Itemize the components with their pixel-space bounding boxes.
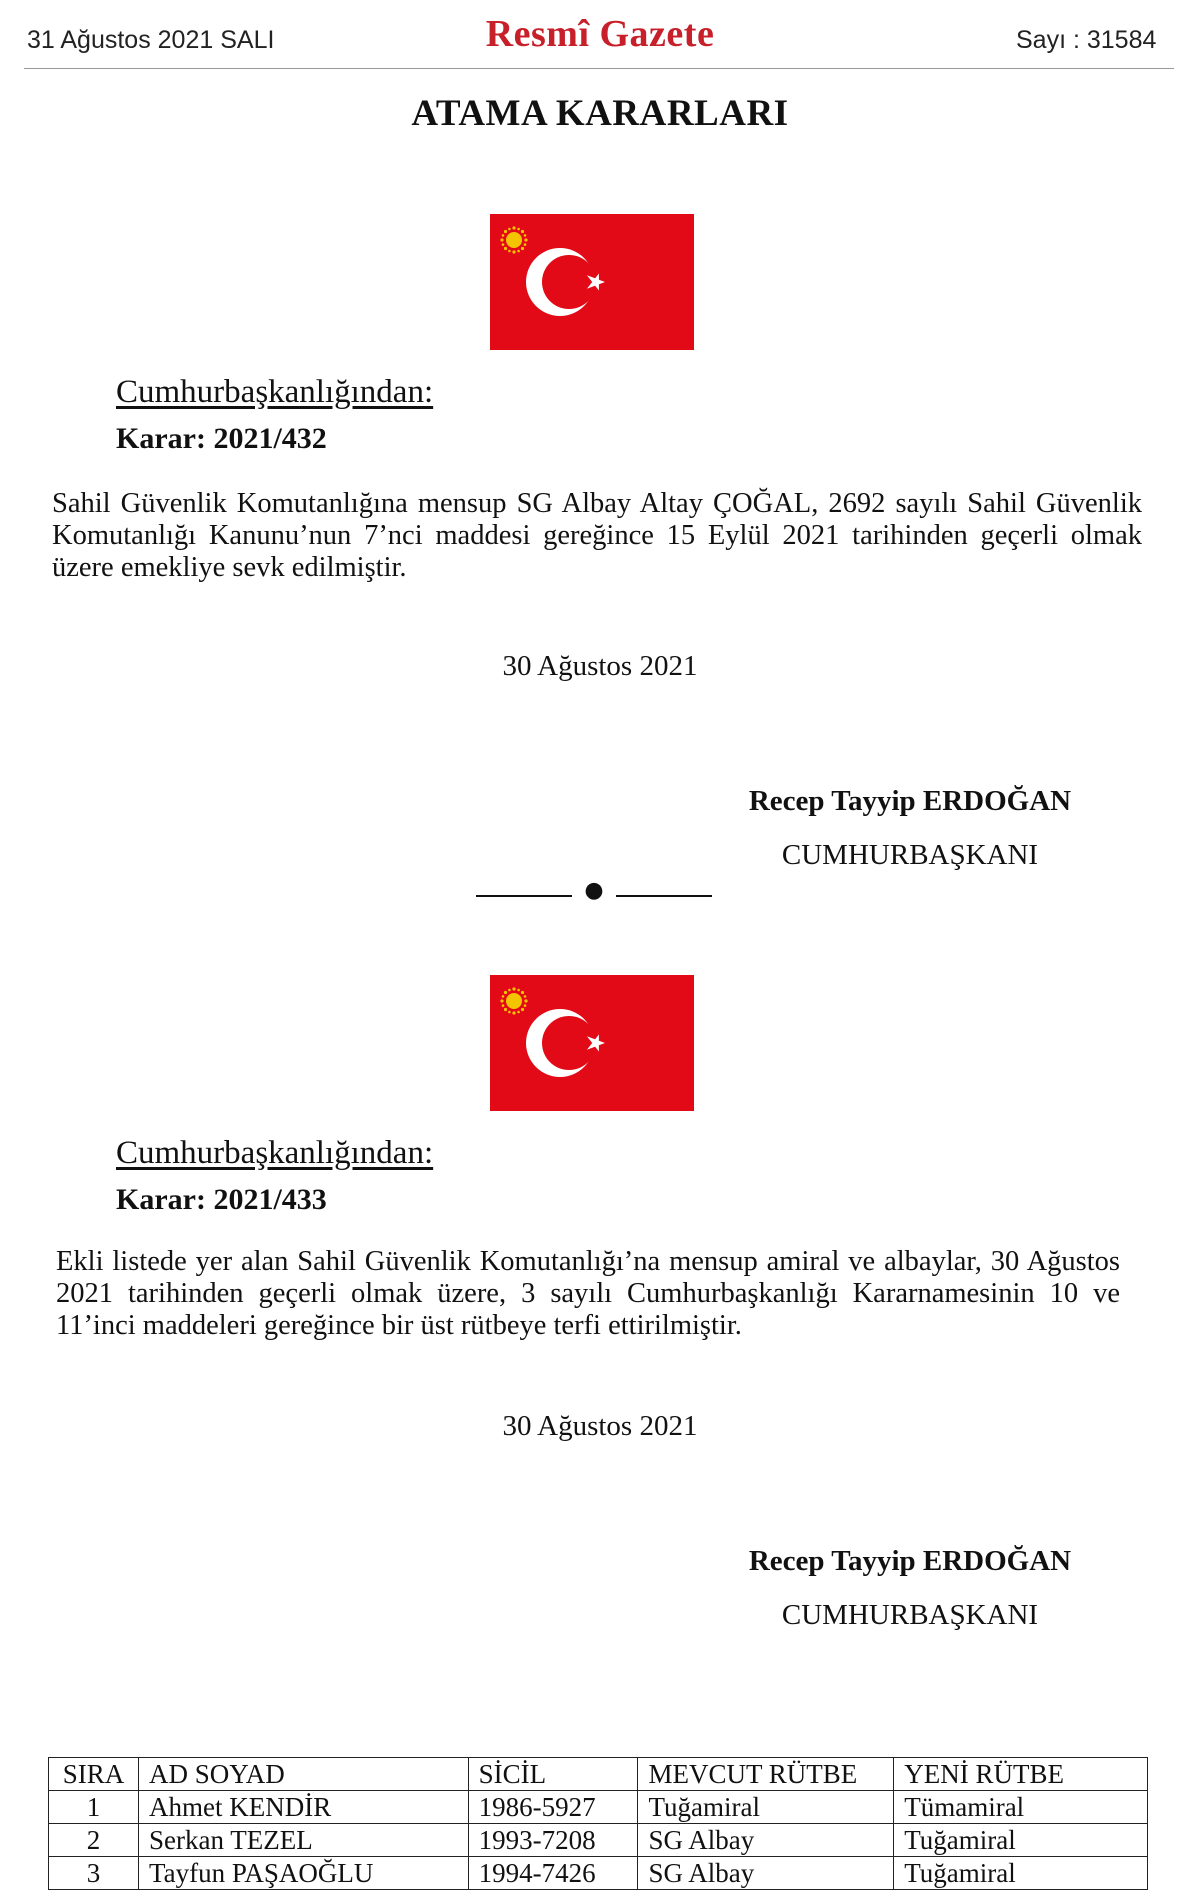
column-header: YENİ RÜTBE [894, 1758, 1148, 1791]
turkish-flag-icon [490, 214, 694, 350]
decision-authority: Cumhurbaşkanlığından: [116, 374, 434, 410]
promotion-table [48, 1757, 1148, 1890]
decision-number: Karar: 2021/433 [116, 1183, 327, 1216]
full-name-cell: Serkan TEZEL [138, 1824, 468, 1857]
full-name-cell: Tayfun PAŞAOĞLU [138, 1857, 468, 1890]
column-header: AD SOYAD [138, 1758, 468, 1791]
decision-number: Karar: 2021/432 [116, 422, 327, 455]
signatory-name: Recep Tayyip ERDOĞAN [748, 785, 1072, 817]
column-header: SIRA [49, 1758, 139, 1791]
column-header: SİCİL [468, 1758, 638, 1791]
decision-date: 30 Ağustos 2021 [502, 1410, 698, 1442]
separator-dot: ● [584, 878, 604, 903]
signatory-title: CUMHURBAŞKANI [781, 839, 1039, 871]
gazette-masthead: Resmî Gazete [485, 13, 715, 55]
registry-cell: 1986-5927 [468, 1791, 638, 1824]
full-name-cell: Ahmet KENDİR [138, 1791, 468, 1824]
current-rank-cell: SG Albay [638, 1857, 894, 1890]
table-header-row [49, 1758, 1148, 1791]
table-row [49, 1824, 1148, 1857]
new-rank-cell: Tümamiral [894, 1791, 1148, 1824]
signatory-title: CUMHURBAŞKANI [781, 1599, 1039, 1631]
row-number: 2 [49, 1824, 139, 1857]
decision-text: Ekli listede yer alan Sahil Güvenlik Komutanlığı’na mensup amiral ve albaylar, 30 Ağustos 2021 tarihinden geçerli olmak üzere, 3 sayılı Cumhurbaşkanlığı Kararnamesinin 10 ve 11’inci maddeleri gereğince bir üst rütbeye terfi ettirilmiştir. [56, 1246, 1120, 1341]
column-header: MEVCUT RÜTBE [638, 1758, 894, 1791]
decision-text: Sahil Güvenlik Komutanlığına mensup SG Albay Altay ÇOĞAL, 2692 sayılı Sahil Güvenlik Komutanlığı Kanunu’nun 7’nci maddesi gereğince 15 Eylül 2021 tarihinden geçerli olmak üzere emekliye sevk edilmiştir. [52, 488, 1142, 583]
page-title: ATAMA KARARLARI [411, 93, 789, 134]
row-number: 1 [49, 1791, 139, 1824]
table-row [49, 1857, 1148, 1890]
signatory-name: Recep Tayyip ERDOĞAN [748, 1545, 1072, 1577]
current-rank-cell: Tuğamiral [638, 1791, 894, 1824]
table-row [49, 1791, 1148, 1824]
decision-date: 30 Ağustos 2021 [502, 650, 698, 682]
gazette-issue-number: Sayı : 31584 [1016, 26, 1157, 54]
registry-cell: 1993-7208 [468, 1824, 638, 1857]
separator-line-left [476, 895, 572, 897]
decision-authority: Cumhurbaşkanlığından: [116, 1135, 434, 1171]
registry-cell: 1994-7426 [468, 1857, 638, 1890]
gazette-date: 31 Ağustos 2021 SALI [27, 26, 275, 54]
row-number: 3 [49, 1857, 139, 1890]
separator-line-right [616, 895, 712, 897]
header-rule [24, 68, 1174, 69]
turkish-flag-icon [490, 975, 694, 1111]
new-rank-cell: Tuğamiral [894, 1824, 1148, 1857]
current-rank-cell: SG Albay [638, 1824, 894, 1857]
new-rank-cell: Tuğamiral [894, 1857, 1148, 1890]
